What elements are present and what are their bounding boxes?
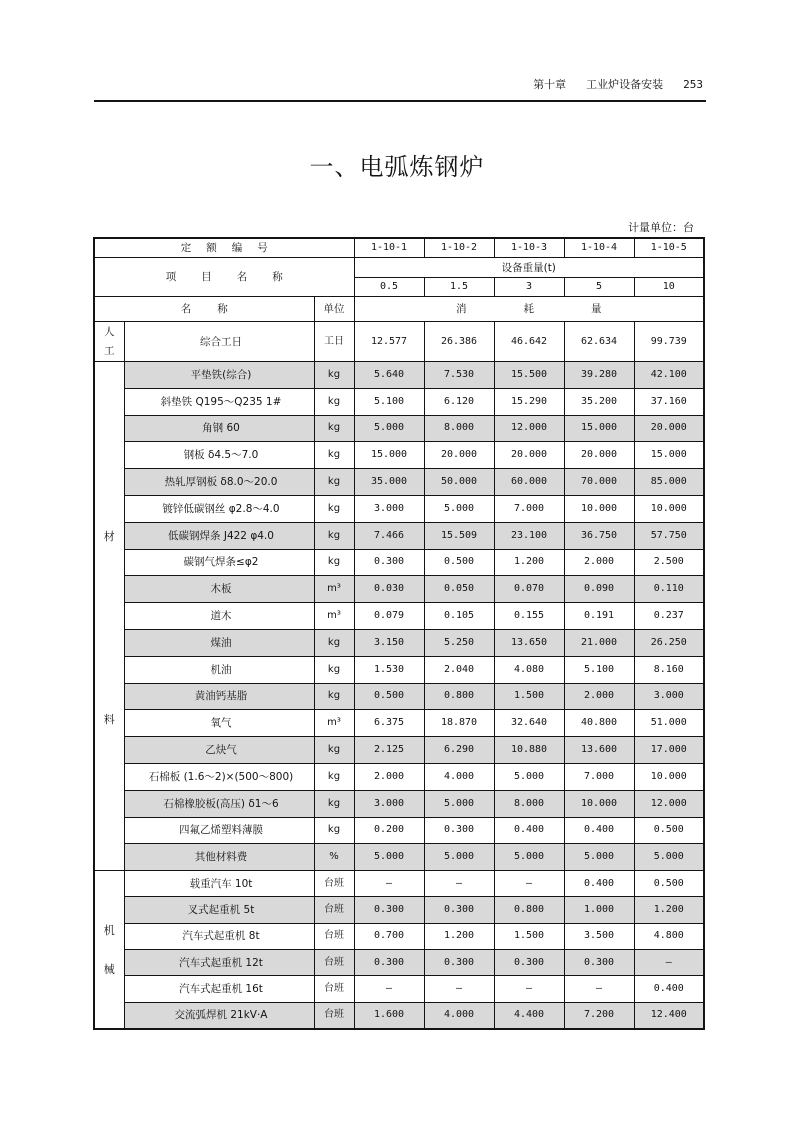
item-unit: kg: [314, 817, 354, 844]
material-row: [94, 388, 704, 415]
quota-code: 1-10-1: [354, 238, 424, 258]
item-value: 0.300: [354, 549, 424, 576]
item-unit: kg: [314, 737, 354, 764]
unit-note: 计量单位：台: [628, 221, 694, 234]
header-rule: [94, 100, 706, 102]
item-unit: 工日: [314, 322, 354, 362]
item-value: 7.466: [354, 522, 424, 549]
table-head: [94, 238, 704, 322]
item-value: 2.500: [634, 549, 704, 576]
item-value: 1.000: [564, 897, 634, 923]
item-value: —: [634, 950, 704, 976]
item-name: 石棉板 (1.6～2)×(500～800): [124, 763, 314, 790]
item-value: 21.000: [564, 629, 634, 656]
item-value: 6.120: [424, 388, 494, 415]
quota-code: 1-10-3: [494, 238, 564, 258]
item-unit: kg: [314, 629, 354, 656]
machine-row: [94, 871, 704, 897]
item-value: 7.000: [494, 495, 564, 522]
material-row: [94, 495, 704, 522]
item-value: 12.400: [634, 1002, 704, 1029]
item-value: 0.300: [424, 897, 494, 923]
item-value: 35.000: [354, 469, 424, 496]
item-value: 0.090: [564, 576, 634, 603]
item-value: 5.000: [424, 790, 494, 817]
item-value: 15.500: [494, 362, 564, 389]
item-value: 2.000: [564, 549, 634, 576]
item-value: 50.000: [424, 469, 494, 496]
material-row: [94, 629, 704, 656]
item-value: 15.000: [634, 442, 704, 469]
name-column-header: 名称: [94, 297, 314, 322]
item-value: 70.000: [564, 469, 634, 496]
item-value: —: [424, 871, 494, 897]
item-value: 0.070: [494, 576, 564, 603]
item-value: 0.079: [354, 603, 424, 630]
item-value: 57.750: [634, 522, 704, 549]
item-value: 20.000: [634, 415, 704, 442]
item-value: 5.640: [354, 362, 424, 389]
item-unit: m³: [314, 603, 354, 630]
quota-code: 1-10-4: [564, 238, 634, 258]
item-value: 0.300: [564, 950, 634, 976]
item-unit: kg: [314, 415, 354, 442]
item-unit: m³: [314, 710, 354, 737]
item-value: 2.000: [354, 763, 424, 790]
material-row: [94, 522, 704, 549]
section-label: 工业炉设备安装: [586, 78, 664, 91]
item-name: 钢板 δ4.5～7.0: [124, 442, 314, 469]
item-name: 低碳钢焊条 J422 φ4.0: [124, 522, 314, 549]
item-value: 10.000: [564, 790, 634, 817]
item-value: 5.000: [354, 844, 424, 871]
machines-category-cell: [94, 871, 124, 1029]
item-value: 42.100: [634, 362, 704, 389]
item-value: 51.000: [634, 710, 704, 737]
item-value: —: [424, 976, 494, 1002]
item-value: 3.150: [354, 629, 424, 656]
weight-value: 0.5: [354, 278, 424, 297]
item-value: 20.000: [424, 442, 494, 469]
quota-label: 定额编号: [94, 238, 354, 258]
item-name: 斜垫铁 Q195～Q235 1#: [124, 388, 314, 415]
item-unit: kg: [314, 469, 354, 496]
item-value: 2.000: [564, 683, 634, 710]
category-char: 工: [104, 344, 115, 357]
item-value: 3.500: [564, 923, 634, 949]
item-value: 15.000: [354, 442, 424, 469]
column-header-row: [94, 297, 704, 322]
item-value: 5.000: [494, 844, 564, 871]
item-value: 1.200: [634, 897, 704, 923]
item-value: 0.155: [494, 603, 564, 630]
material-row: [94, 415, 704, 442]
item-value: 0.800: [494, 897, 564, 923]
category-char: 械: [103, 963, 115, 977]
item-value: —: [494, 976, 564, 1002]
item-value: 3.000: [634, 683, 704, 710]
item-value: 8.000: [494, 790, 564, 817]
material-row: [94, 549, 704, 576]
item-name: 热轧厚钢板 δ8.0～20.0: [124, 469, 314, 496]
item-value: 0.400: [634, 976, 704, 1002]
material-row: [94, 763, 704, 790]
machine-row: [94, 923, 704, 949]
item-value: 8.000: [424, 415, 494, 442]
item-value: 0.300: [354, 950, 424, 976]
item-value: 0.400: [564, 817, 634, 844]
item-unit: kg: [314, 656, 354, 683]
item-value: 6.290: [424, 737, 494, 764]
item-name: 四氟乙烯塑料薄膜: [124, 817, 314, 844]
item-value: 4.800: [634, 923, 704, 949]
item-value: 3.000: [354, 790, 424, 817]
item-value: 1.200: [494, 549, 564, 576]
item-value: 0.800: [424, 683, 494, 710]
material-row: [94, 683, 704, 710]
item-name: 黄油钙基脂: [124, 683, 314, 710]
item-value: 5.000: [564, 844, 634, 871]
item-value: 0.110: [634, 576, 704, 603]
item-name: 角钢 60: [124, 415, 314, 442]
item-value: 2.040: [424, 656, 494, 683]
category-char: 机: [103, 924, 115, 938]
item-value: 2.125: [354, 737, 424, 764]
item-value: 15.290: [494, 388, 564, 415]
item-unit: 台班: [314, 923, 354, 949]
item-value: 0.400: [564, 871, 634, 897]
materials-section: [94, 362, 704, 871]
item-value: 12.577: [354, 322, 424, 362]
item-value: 10.880: [494, 737, 564, 764]
weight-value: 3: [494, 278, 564, 297]
item-value: 23.100: [494, 522, 564, 549]
material-row: [94, 844, 704, 871]
item-value: 5.100: [564, 656, 634, 683]
item-value: 0.400: [494, 817, 564, 844]
item-unit: kg: [314, 388, 354, 415]
item-name: 煤油: [124, 629, 314, 656]
quota-code-row: [94, 238, 704, 258]
item-value: 7.200: [564, 1002, 634, 1029]
item-value: 0.500: [424, 549, 494, 576]
weight-label-row: [94, 258, 704, 278]
item-name: 乙炔气: [124, 737, 314, 764]
materials-category-cell: [94, 362, 124, 871]
item-name: 交流弧焊机 21kV·A: [124, 1002, 314, 1029]
item-value: 5.000: [494, 763, 564, 790]
item-value: 20.000: [564, 442, 634, 469]
item-value: 1.600: [354, 1002, 424, 1029]
item-value: 12.000: [494, 415, 564, 442]
item-value: 0.500: [634, 817, 704, 844]
item-unit: %: [314, 844, 354, 871]
item-value: 15.509: [424, 522, 494, 549]
item-name: 综合工日: [124, 322, 314, 362]
item-value: 0.200: [354, 817, 424, 844]
labor-section: [94, 322, 704, 362]
item-value: 32.640: [494, 710, 564, 737]
quota-table: [93, 237, 705, 1030]
weight-value: 5: [564, 278, 634, 297]
item-unit: kg: [314, 495, 354, 522]
item-value: 5.000: [424, 844, 494, 871]
page-number: 253: [683, 78, 703, 91]
item-value: 0.300: [494, 950, 564, 976]
item-name-label: 项目名称: [94, 258, 354, 297]
item-unit: kg: [314, 763, 354, 790]
item-value: 7.530: [424, 362, 494, 389]
item-unit: 台班: [314, 871, 354, 897]
item-unit: kg: [314, 522, 354, 549]
item-value: 8.160: [634, 656, 704, 683]
item-value: 5.000: [424, 495, 494, 522]
item-name: 载重汽车 10t: [124, 871, 314, 897]
labor-category-cell: [94, 322, 124, 362]
item-value: 0.237: [634, 603, 704, 630]
item-value: 10.000: [634, 763, 704, 790]
category-char: 人: [104, 325, 115, 338]
machine-row: [94, 950, 704, 976]
item-value: 0.500: [354, 683, 424, 710]
item-value: —: [564, 976, 634, 1002]
item-value: 6.375: [354, 710, 424, 737]
item-value: 5.000: [634, 844, 704, 871]
item-name: 平垫铁(综合): [124, 362, 314, 389]
item-value: 12.000: [634, 790, 704, 817]
item-value: 36.750: [564, 522, 634, 549]
material-row: [94, 737, 704, 764]
item-value: 20.000: [494, 442, 564, 469]
item-value: —: [354, 976, 424, 1002]
material-row: [94, 576, 704, 603]
item-value: 18.870: [424, 710, 494, 737]
labor-row: [94, 322, 704, 362]
item-unit: 台班: [314, 897, 354, 923]
item-value: 1.200: [424, 923, 494, 949]
item-value: 85.000: [634, 469, 704, 496]
item-unit: 台班: [314, 1002, 354, 1029]
item-value: 0.300: [354, 897, 424, 923]
item-value: —: [354, 871, 424, 897]
category-char: 材: [103, 530, 115, 543]
item-value: 26.386: [424, 322, 494, 362]
item-value: 39.280: [564, 362, 634, 389]
item-unit: m³: [314, 576, 354, 603]
item-name: 碳钢气焊条≤φ2: [124, 549, 314, 576]
page-title: 一、电弧炼钢炉: [309, 153, 485, 181]
item-value: 1.500: [494, 683, 564, 710]
item-value: 62.634: [564, 322, 634, 362]
item-value: 26.250: [634, 629, 704, 656]
item-unit: kg: [314, 442, 354, 469]
item-value: 0.030: [354, 576, 424, 603]
item-value: 13.600: [564, 737, 634, 764]
item-value: 1.530: [354, 656, 424, 683]
material-row: [94, 817, 704, 844]
item-name: 木板: [124, 576, 314, 603]
item-value: 40.800: [564, 710, 634, 737]
item-value: 0.050: [424, 576, 494, 603]
item-value: 0.105: [424, 603, 494, 630]
item-unit: kg: [314, 362, 354, 389]
item-value: 10.000: [564, 495, 634, 522]
material-row: [94, 790, 704, 817]
item-name: 机油: [124, 656, 314, 683]
quota-code: 1-10-5: [634, 238, 704, 258]
item-name: 道木: [124, 603, 314, 630]
weight-value: 1.5: [424, 278, 494, 297]
quota-code: 1-10-2: [424, 238, 494, 258]
item-value: 15.000: [564, 415, 634, 442]
material-row: [94, 710, 704, 737]
material-row: [94, 656, 704, 683]
item-value: 5.100: [354, 388, 424, 415]
machine-row: [94, 897, 704, 923]
item-name: 叉式起重机 5t: [124, 897, 314, 923]
item-value: 0.500: [634, 871, 704, 897]
machines-section: [94, 871, 704, 1029]
item-unit: kg: [314, 683, 354, 710]
item-value: 4.000: [424, 763, 494, 790]
category-char: 料: [103, 713, 115, 726]
item-unit: kg: [314, 790, 354, 817]
item-value: 4.000: [424, 1002, 494, 1029]
item-value: 4.400: [494, 1002, 564, 1029]
item-value: 3.000: [354, 495, 424, 522]
item-value: 10.000: [634, 495, 704, 522]
material-row: [94, 442, 704, 469]
item-unit: kg: [314, 549, 354, 576]
weight-value: 10: [634, 278, 704, 297]
item-name: 石棉橡胶板(高压) δ1～6: [124, 790, 314, 817]
item-value: 7.000: [564, 763, 634, 790]
item-value: 37.160: [634, 388, 704, 415]
item-unit: 台班: [314, 950, 354, 976]
item-name: 镀锌低碳钢丝 φ2.8～4.0: [124, 495, 314, 522]
item-name: 汽车式起重机 16t: [124, 976, 314, 1002]
item-value: 1.500: [494, 923, 564, 949]
chapter-label: 第十章: [533, 78, 567, 91]
item-name: 汽车式起重机 12t: [124, 950, 314, 976]
material-row: [94, 469, 704, 496]
consumption-header: 消耗量: [354, 297, 704, 322]
item-value: 13.650: [494, 629, 564, 656]
item-name: 汽车式起重机 8t: [124, 923, 314, 949]
item-value: 60.000: [494, 469, 564, 496]
item-value: 35.200: [564, 388, 634, 415]
weight-label: 设备重量(t): [354, 258, 704, 278]
item-value: 0.191: [564, 603, 634, 630]
unit-column-header: 单位: [314, 297, 354, 322]
item-value: 17.000: [634, 737, 704, 764]
item-value: 4.080: [494, 656, 564, 683]
item-name: 其他材料费: [124, 844, 314, 871]
item-value: 0.300: [424, 817, 494, 844]
machine-row: [94, 1002, 704, 1029]
item-value: 99.739: [634, 322, 704, 362]
item-unit: 台班: [314, 976, 354, 1002]
item-value: 5.250: [424, 629, 494, 656]
material-row: [94, 362, 704, 389]
material-row: [94, 603, 704, 630]
item-value: 46.642: [494, 322, 564, 362]
item-value: 5.000: [354, 415, 424, 442]
item-value: 0.300: [424, 950, 494, 976]
item-value: 0.700: [354, 923, 424, 949]
page-header: [513, 76, 703, 92]
machine-row: [94, 976, 704, 1002]
item-value: —: [494, 871, 564, 897]
item-name: 氧气: [124, 710, 314, 737]
